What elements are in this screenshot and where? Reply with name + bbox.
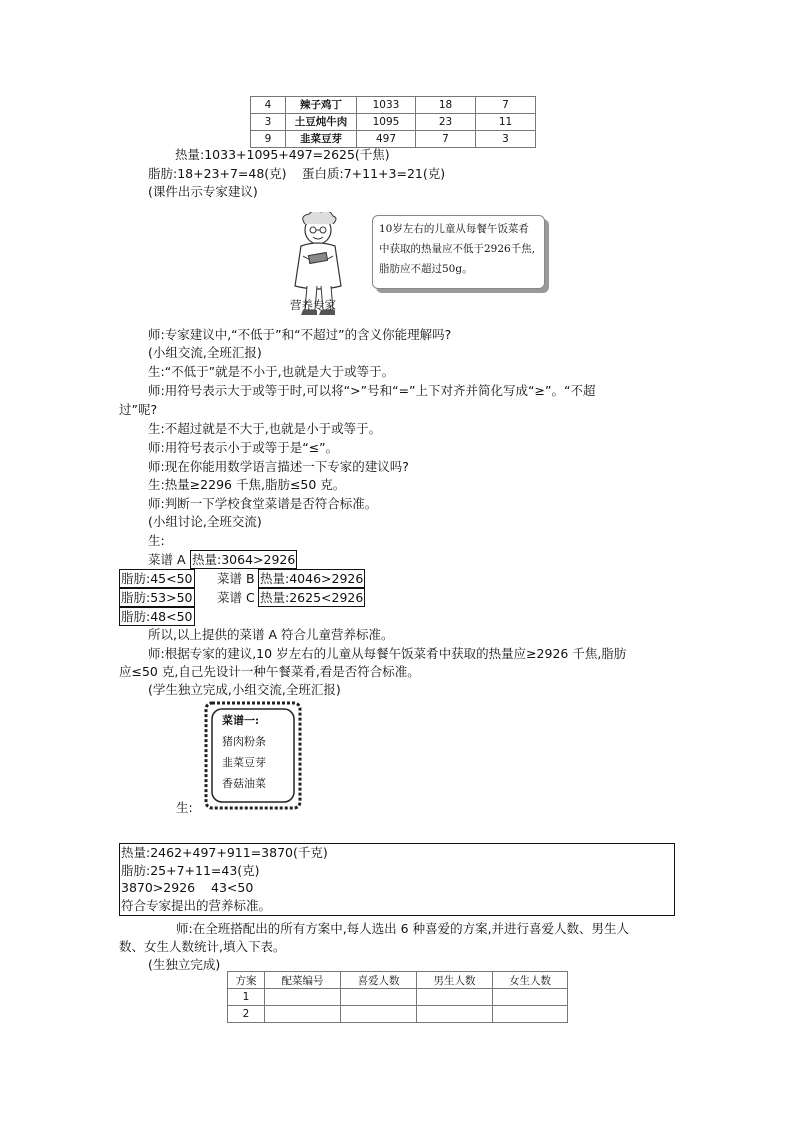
table-cell[interactable]: [341, 989, 417, 1006]
table-cell: 土豆炖牛肉: [286, 114, 357, 131]
calculation-box: [119, 843, 675, 916]
table-cell: 1033: [357, 97, 416, 114]
column-header: 喜爱人数: [341, 972, 417, 989]
menu-card-title: 菜谱一:: [222, 714, 260, 727]
menu-c-heat: 热量:2625<2926: [260, 590, 364, 605]
student-line: 生:热量≥2296 千焦,脂肪≤50 克。: [148, 477, 346, 492]
table-cell[interactable]: [417, 1006, 493, 1023]
menu-item: 韭菜豆芽: [222, 756, 266, 769]
teacher-line: 师:用符号表示大于或等于时,可以将“>”号和“=”上下对齐并简化写成“≥”。“不超: [148, 383, 596, 398]
column-header: 配菜编号: [265, 972, 341, 989]
table-cell: 3: [476, 131, 536, 148]
table-cell: 18: [416, 97, 476, 114]
table-cell: 497: [357, 131, 416, 148]
table-cell: 23: [416, 114, 476, 131]
table-cell: 2: [228, 1006, 265, 1023]
menu-b-label: 菜谱 B: [217, 571, 255, 586]
teacher-line-cont: 数、女生人数统计,填入下表。: [119, 939, 286, 954]
student-label: 生:: [176, 800, 193, 815]
courseware-note: (课件出示专家建议): [148, 184, 258, 199]
table-row: [228, 1006, 568, 1023]
survey-table: [227, 971, 568, 1023]
table-row: [251, 97, 536, 114]
table-cell: 4: [251, 97, 286, 114]
column-header: 女生人数: [493, 972, 568, 989]
table-cell: 7: [416, 131, 476, 148]
table-cell[interactable]: [493, 1006, 568, 1023]
table-cell: 辣子鸡丁: [286, 97, 357, 114]
table-cell[interactable]: [493, 989, 568, 1006]
expert-advice-bubble: 10岁左右的儿童从每餐午饭菜肴中获取的热量应不低于2926千焦,脂肪应不超过50g。: [372, 215, 545, 289]
protein-calc: 蛋白质:7+11+3=21(克): [302, 166, 446, 181]
table-cell[interactable]: [265, 989, 341, 1006]
table-cell: 9: [251, 131, 286, 148]
table-cell: 7: [476, 97, 536, 114]
table-cell: 11: [476, 114, 536, 131]
student-label: 生:: [148, 533, 165, 548]
teacher-line: 师:判断一下学校食堂菜谱是否符合标准。: [148, 496, 378, 511]
menu-c-label: 菜谱 C: [217, 590, 255, 605]
calc-line: 热量:2462+497+911=3870(千克): [121, 845, 328, 860]
calc-line: 符合专家提出的营养标准。: [121, 897, 272, 913]
table-cell[interactable]: [265, 1006, 341, 1023]
table-cell: 韭菜豆芽: [286, 131, 357, 148]
fat-calc: 脂肪:18+23+7=48(克): [148, 166, 287, 181]
heat-calc: 热量:1033+1095+497=2625(千焦): [175, 147, 390, 162]
teacher-line: 师:在全班搭配出的所有方案中,每人选出 6 种喜爱的方案,并进行喜爱人数、男生人: [176, 921, 630, 936]
conclusion-line: 所以,以上提供的菜谱 A 符合儿童营养标准。: [148, 627, 394, 642]
table-cell: 1095: [357, 114, 416, 131]
menu-card: [222, 710, 266, 794]
menu-c-fat: 脂肪:48<50: [121, 609, 193, 624]
menu-item: 猪肉粉条: [222, 735, 266, 748]
expert-caption: 营养专家: [290, 298, 336, 312]
student-line: 生:“不低于”就是不小于,也就是大于或等于。: [148, 364, 395, 379]
teacher-line-cont: 过”呢?: [119, 402, 158, 417]
menu-a-fat: 脂肪:45<50: [121, 571, 193, 586]
menu-a-label: 菜谱 A: [148, 552, 186, 567]
menu-item: 香菇油菜: [222, 777, 266, 790]
table-row: [228, 989, 568, 1006]
teacher-line: 师:专家建议中,“不低于”和“不超过”的含义你能理解吗?: [148, 327, 452, 342]
menu-b-fat: 脂肪:53>50: [121, 590, 193, 605]
menu-b-heat: 热量:4046>2926: [260, 571, 364, 586]
table-cell[interactable]: [417, 989, 493, 1006]
table-header-row: [228, 972, 568, 989]
group-note: (小组交流,全班汇报): [148, 345, 262, 360]
teacher-line: 师:根据专家的建议,10 岁左右的儿童从每餐午饭菜肴中获取的热量应≥2926 千焦,脂肪: [148, 646, 627, 661]
group-note: (学生独立完成,小组交流,全班汇报): [148, 682, 341, 697]
column-header: 男生人数: [417, 972, 493, 989]
teacher-line: 师:现在你能用数学语言描述一下专家的建议吗?: [148, 459, 409, 474]
table-cell[interactable]: [341, 1006, 417, 1023]
teacher-line: 师:用符号表示小于或等于是“≤”。: [148, 440, 339, 455]
teacher-line-cont: 应≤50 克,自己先设计一种午餐菜肴,看是否符合标准。: [119, 664, 420, 679]
group-note: (小组讨论,全班交流): [148, 514, 262, 529]
menu-a-heat: 热量:3064>2926: [192, 552, 296, 567]
calc-line: 脂肪:25+7+11=43(克): [121, 862, 260, 878]
column-header: 方案: [228, 972, 265, 989]
calc-line: 3870>2926 43<50: [121, 880, 254, 895]
table-row: [251, 114, 536, 131]
nutrition-table: [250, 96, 536, 148]
group-note: (生独立完成): [148, 957, 221, 972]
student-line: 生:不超过就是不大于,也就是小于或等于。: [148, 421, 382, 436]
table-row: [251, 131, 536, 148]
table-cell: 1: [228, 989, 265, 1006]
table-cell: 3: [251, 114, 286, 131]
